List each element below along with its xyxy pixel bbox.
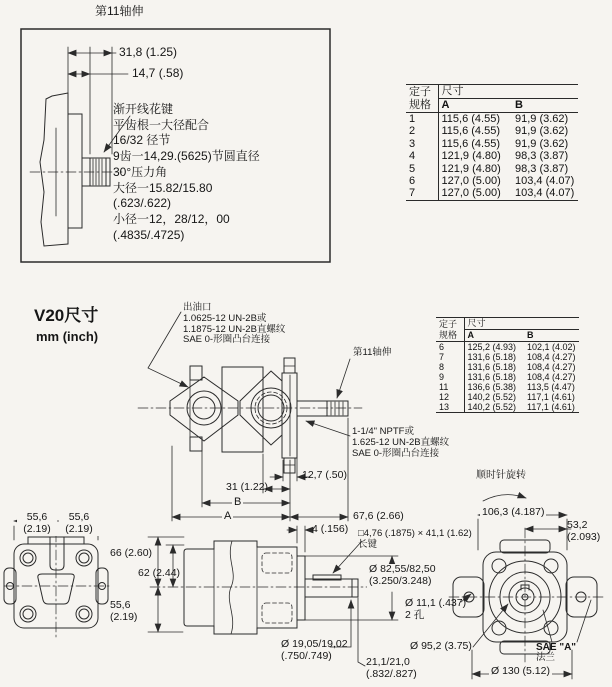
dim-130-label: Ø 130 (5.12) — [491, 665, 550, 677]
spec-header-line: 定子 — [409, 86, 431, 98]
table-cell: 127,0 (5.00) — [441, 175, 501, 188]
dim-value: (2.19) — [23, 522, 51, 535]
table-cell: 115,6 (4.55) — [441, 137, 501, 150]
table-cell: 117,1 (4.61) — [527, 392, 575, 402]
dim-55-6-low-label — [110, 600, 137, 624]
dim-value: 53,2 — [567, 519, 588, 531]
spline-note-line: 30°压力角 — [113, 164, 168, 179]
table-cell: 103,4 (4.07) — [515, 175, 575, 188]
dim-82-55-label — [367, 564, 438, 588]
table-row — [406, 150, 578, 162]
dim-19-05-label — [281, 639, 348, 663]
dim-55-6-top-right-label — [59, 512, 99, 536]
bolt-hole — [20, 606, 36, 622]
dim-value: Ø 19,05/19,02 — [281, 638, 348, 650]
bolt-hole — [76, 550, 92, 566]
table-cell: 98,3 (3.87) — [515, 150, 569, 163]
dim-value: 21,1/21,0 — [366, 656, 410, 668]
table-cell: 8 — [436, 362, 464, 372]
dim-value: 55,6 — [26, 511, 48, 523]
table-cell: 140,2 (5.52) — [467, 402, 517, 412]
dim-value: 55,6 — [110, 599, 131, 611]
table-cell: 121,9 (4.80) — [441, 162, 501, 175]
bolt-hole — [76, 606, 92, 622]
dim-106-3-label: 106,3 (4.187) — [482, 506, 545, 518]
sae-flange-label — [536, 642, 576, 664]
table-cell: 121,9 (4.80) — [441, 150, 501, 163]
size-header: 尺寸 — [438, 85, 578, 99]
table-row — [406, 187, 578, 200]
dim-value: (2.093) — [567, 530, 601, 543]
table-cell: 5 — [406, 163, 438, 175]
table-cell: 3 — [406, 138, 438, 150]
table-cell: 131,6 (5.18) — [467, 362, 517, 372]
side-shaft — [305, 579, 358, 597]
table-cell: 12 — [436, 392, 464, 402]
table-cell: 108,4 (4.27) — [527, 352, 576, 362]
key-note-label — [358, 529, 472, 550]
table-row — [436, 362, 579, 372]
inlet-note-line: SAE 0-形圈凸台连接 — [352, 447, 440, 459]
table-cell: 7 — [436, 352, 464, 362]
dim-value: 长键 — [358, 538, 378, 550]
shaft-ref-leader — [337, 359, 350, 398]
table-row — [406, 113, 578, 126]
table-cell: 127,0 (5.00) — [441, 187, 501, 200]
col-a-header: A — [464, 330, 524, 342]
dim-value: 2 孔 — [405, 608, 425, 621]
spline-note-line: 16/32 径节 — [113, 133, 171, 148]
spline-note-line: 平齿根一大径配合 — [113, 117, 210, 132]
table-cell: 115,6 (4.55) — [441, 113, 501, 125]
sae-flange-line: 法兰 — [536, 652, 556, 664]
dim-value: (2.19) — [65, 522, 93, 535]
dim-value: (.750/.749) — [281, 649, 332, 662]
table-cell: 115,6 (4.55) — [441, 125, 501, 138]
stator-spec-header — [406, 85, 438, 113]
inlet-note-line: 1.625-12 UN-2B直螺纹 — [352, 436, 450, 448]
shaft-flange — [68, 114, 82, 228]
col-b-header: B — [524, 330, 579, 342]
table-cell: 98,3 (3.87) — [515, 162, 569, 175]
dim-12-7-label: 12,7 (.50) — [302, 469, 347, 481]
table-cell: 113,5 (4.47) — [527, 382, 575, 392]
table-cell: 2 — [406, 125, 438, 137]
spec-header-line: 规格 — [439, 330, 458, 340]
table-cell: 9 — [436, 372, 464, 382]
dim-21-1-label — [366, 657, 417, 681]
dim-53-2-label — [567, 520, 600, 544]
table-cell: 125,2 (4.93) — [467, 342, 517, 352]
dim-value: □4,76 (.1875) × 41,1 (1.62) — [358, 528, 472, 539]
table-cell: 117,1 (4.61) — [527, 402, 575, 412]
dim-14-7-label: 14,7 (.58) — [132, 66, 184, 80]
shaft-detail-title: 第11轴伸 — [95, 4, 144, 18]
table-cell: 136,6 (5.38) — [467, 382, 517, 392]
table-row — [406, 138, 578, 150]
dim-4-label: 4 (.156) — [312, 523, 349, 535]
table-row — [436, 392, 579, 402]
v20-units: mm (inch) — [36, 329, 99, 344]
table-cell: 91,9 (3.62) — [515, 137, 569, 150]
table-row — [436, 372, 579, 382]
inlet-note-line: 1-1/4" NPTF或 — [352, 426, 414, 437]
table-row — [436, 382, 579, 392]
table-cell: 7 — [406, 187, 438, 200]
shaft-ref-label: 第11轴伸 — [353, 347, 392, 358]
dim-value: 55,6 — [68, 511, 90, 523]
dim-value: Ø 11,1 (.437) — [405, 597, 467, 609]
sae-flange-line: SAE "A" — [536, 642, 577, 653]
dim-b-label: B — [234, 496, 242, 508]
spline-note-line: (.4835/.4725) — [113, 227, 185, 242]
outlet-note-line: SAE 0-形圈凸台连接 — [183, 334, 271, 346]
bolt-hole — [20, 550, 36, 566]
col-a-header: A — [438, 99, 512, 113]
pump-body — [222, 367, 263, 452]
dim-31-label: 31 (1.22) — [226, 481, 269, 493]
spline-note-block — [113, 102, 260, 243]
table-row — [436, 352, 579, 362]
spline-note-line: 9齿一14,29.(5625)节圆直径 — [113, 149, 260, 164]
table-cell: 102,1 (4.02) — [527, 342, 576, 352]
dim-11-1-label — [405, 598, 466, 622]
side-body — [184, 541, 297, 634]
spec-header-line: 规格 — [409, 99, 431, 111]
spline-note-line: 大径一15.82/15.80 — [113, 180, 213, 195]
outlet-note-block — [183, 303, 285, 346]
outlet-port-housing — [170, 377, 238, 441]
stator-table-top-body — [406, 113, 578, 201]
table-cell: 11 — [436, 382, 464, 392]
table-cell: 6 — [406, 175, 438, 187]
table-cell: 6 — [436, 342, 464, 353]
spline-note-line: 小径一12，28/12，00 — [113, 211, 230, 226]
dim-95-2-label: Ø 95,2 (3.75) — [410, 640, 472, 652]
table-cell: 140,2 (5.52) — [467, 392, 517, 402]
table-cell: 91,9 (3.62) — [515, 125, 569, 138]
col-b-header: B — [512, 99, 578, 113]
dim-value: Ø 82,55/82,50 — [369, 563, 436, 575]
dim-66-label: 66 (2.60) — [110, 547, 153, 559]
dim-55-6-top-left-label — [17, 512, 57, 536]
spec-header-line: 定子 — [439, 319, 458, 329]
stator-table-top — [406, 84, 578, 201]
key-height-leader — [358, 598, 365, 666]
dim-value: (3.250/3.248) — [369, 574, 432, 587]
table-cell: 108,4 (4.27) — [527, 362, 576, 372]
spline-note-line: (.623/.622) — [113, 196, 172, 211]
stator-table-mid-body — [436, 342, 579, 413]
inlet-note-block — [352, 427, 449, 459]
stator-table-mid — [436, 317, 579, 413]
table-cell: 4 — [406, 150, 438, 162]
drive-shaft — [297, 401, 348, 416]
table-cell: 13 — [436, 402, 464, 413]
size-header: 尺寸 — [464, 318, 579, 330]
pilot-boss — [297, 556, 305, 620]
dim-67-6-label: 67,6 (2.66) — [353, 510, 404, 522]
table-cell: 131,6 (5.18) — [467, 352, 517, 362]
spline-note-line: 渐开线花键 — [113, 102, 174, 116]
outlet-note-line: 1.0625-12 UN-2B或 — [183, 312, 267, 324]
table-cell: 91,9 (3.62) — [515, 113, 569, 125]
stator-spec-header — [436, 318, 464, 342]
rotation-arrow — [483, 495, 526, 501]
table-row — [406, 175, 578, 187]
dim-value: (2.19) — [110, 610, 138, 623]
table-cell: 108,4 (4.27) — [527, 372, 576, 382]
inlet-leader — [306, 421, 350, 436]
dim-a-label: A — [224, 510, 232, 522]
dim-value: (.832/.827) — [366, 667, 417, 680]
table-cell: 103,4 (4.07) — [515, 187, 575, 200]
table-row — [406, 125, 578, 137]
table-row — [436, 402, 579, 413]
table-row — [436, 342, 579, 353]
v20-title: V20尺寸 — [34, 306, 99, 325]
dim-62-label: 62 (2.44) — [138, 567, 181, 579]
outlet-leader — [148, 312, 188, 387]
outlet-note-line: 出油口 — [183, 302, 212, 313]
dim-31-8-label: 31,8 (1.25) — [119, 45, 178, 59]
rotation-label: 顺时针旋转 — [476, 470, 526, 481]
outlet-note-line: 1.1875-12 UN-2B直螺纹 — [183, 323, 286, 335]
table-row — [406, 163, 578, 175]
table-cell: 1 — [406, 113, 438, 126]
table-cell: 131,6 (5.18) — [467, 372, 517, 382]
